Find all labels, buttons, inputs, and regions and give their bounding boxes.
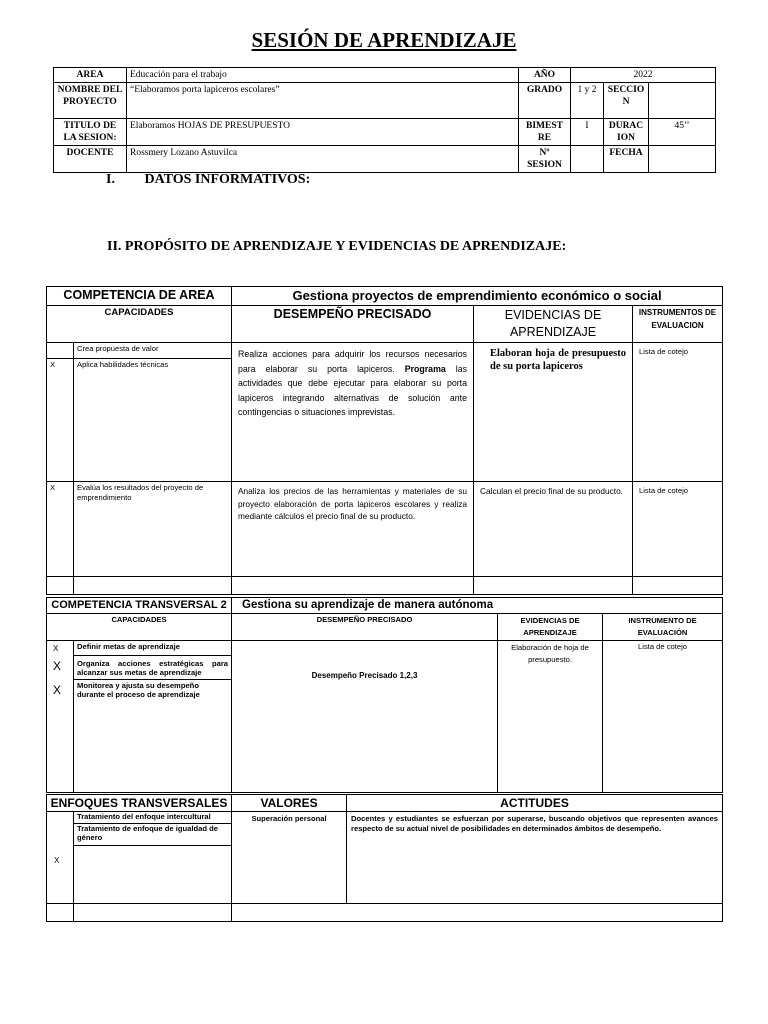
competencia-transversal-table — [46, 597, 723, 793]
row2-desempeno-b: las actividades que debe ejecutar para elaborar su porta lapiceros integrando alternativas de solución ante contingencias o situaciones imprevistas. — [238, 363, 468, 417]
row2-desempeno-a: Realiza acciones para adquirir los recursos necesarios para elaborar su porta lapiceros. — [238, 349, 468, 374]
col-capacidades: CAPACIDADES — [47, 306, 232, 343]
session-title-value: Elaboramos HOJAS DE PRESUPUESTO — [127, 119, 519, 146]
ct-mark-2: X — [53, 659, 62, 673]
competencia-area-name: Gestiona proyectos de emprendimiento económico o social — [232, 287, 723, 306]
competencia-transversal-label: COMPETENCIA TRANSVERSAL 2 — [47, 598, 232, 614]
ct-capacidad-1: Definir metas de aprendizaje — [74, 641, 231, 656]
bimester-value: I — [571, 119, 604, 146]
ct-col-capacidades: CAPACIDADES — [47, 614, 232, 641]
valor: Superación personal — [232, 812, 347, 904]
session-title-label: TITULO DE LA SESION: — [54, 119, 127, 146]
row3-instrumento: Lista de cotejo — [633, 482, 723, 577]
enfoque-mark-3: X — [54, 856, 60, 865]
year-value: 2022 — [571, 68, 716, 83]
section-value — [649, 83, 716, 119]
area-value: Educación para el trabajo — [127, 68, 519, 83]
actitud: Docentes y estudiantes se esfuerzan por superarse, buscando objetivos que representen avances respecto de su actual nivel de posibilidades en determinados ámbitos de desempeño. — [347, 812, 723, 904]
enfoque-mark-2 — [47, 832, 73, 856]
row3-evidencia: Calculan el precio final de su producto. — [474, 482, 633, 577]
header-table — [53, 67, 716, 173]
grade-value: 1 y 2 — [571, 83, 604, 119]
row2-desempeno-bold: Programa — [404, 363, 446, 374]
enfoque-name-1: Tratamiento del enfoque intercultural — [74, 812, 231, 824]
row2-capacidad: Aplica habilidades técnicas — [74, 359, 232, 482]
enfoques-label: ENFOQUES TRANSVERSALES — [47, 795, 232, 812]
empty-cell — [633, 577, 723, 595]
ct-mark-1: X — [53, 644, 59, 653]
section-label: SECCIO N — [604, 83, 649, 119]
competencia-area-table — [46, 286, 723, 595]
section2-heading: II. PROPÓSITO DE APRENDIZAJE Y EVIDENCIAS DE APRENDIZAJE: — [107, 239, 567, 254]
session-no-value — [571, 146, 604, 173]
competencia-transversal-name: Gestiona su aprendizaje de manera autónoma — [232, 598, 723, 614]
ct-capacidad-3: Monitorea y ajusta su desempeño durante el proceso de aprendizaje — [77, 680, 200, 699]
row1-mark — [47, 343, 74, 359]
teacher-label: DOCENTE — [54, 146, 127, 173]
enfoque-names — [74, 812, 232, 904]
ct-capacidades — [74, 641, 232, 793]
ct-instrumento: Lista de cotejo — [603, 641, 723, 793]
teacher-value: Rossmery Lozano Astuvilca — [127, 146, 519, 173]
col-instrumentos: INSTRUMENTOS DE EVALUACION — [633, 306, 723, 343]
ct-capacidad-2: Organiza acciones estratégicas para alcanzar sus metas de aprendizaje — [74, 656, 231, 680]
duration-label: DURAC ION — [604, 119, 649, 146]
ct-evidencia: Elaboración de hoja de presupuesto. — [498, 641, 603, 793]
col-actitudes: ACTITUDES — [347, 795, 723, 812]
ct-marks — [47, 641, 74, 793]
ct-col-desempeno: DESEMPEÑO PRECISADO — [232, 614, 498, 641]
enfoque-marks — [47, 812, 74, 904]
project-label: NOMBRE DEL PROYECTO — [54, 83, 127, 119]
ct-col-evidencias: EVIDENCIAS DE APRENDIZAJE — [498, 614, 603, 641]
row2-mark: X — [47, 359, 74, 482]
row3-desempeno: Analiza los precios de las herramientas y materiales de su proyecto elaboración de porta lapiceros escolares y realiza mediante cálculos el precio final de su producto. — [232, 482, 474, 577]
area-label: AREA — [54, 68, 127, 83]
row2-desempeno — [232, 343, 474, 482]
col-valores: VALORES — [232, 795, 347, 812]
enfoque-name-2: Tratamiento de enfoque de igualdad de género — [74, 824, 231, 846]
duration-value: 45’’ — [649, 119, 716, 146]
year-label: AÑO — [519, 68, 571, 83]
row2-instrumento: Lista de cotejo — [633, 343, 723, 482]
enfoque-mark-1 — [47, 812, 73, 832]
project-value: “Elaboramos porta lapiceros escolares” — [127, 83, 519, 119]
section1-number: I. — [106, 172, 115, 187]
empty-cell — [47, 577, 74, 595]
enfoques-table — [46, 794, 723, 922]
empty-cell — [74, 577, 232, 595]
row2-evidencia: Elaboran hoja de presupuesto de su porta lapiceros — [474, 343, 633, 482]
empty-cell — [74, 904, 232, 922]
date-label: FECHA — [604, 146, 649, 173]
empty-cell — [47, 904, 74, 922]
bimester-label: BIMEST RE — [519, 119, 571, 146]
row3-mark: X — [47, 482, 74, 577]
section1-title: DATOS INFORMATIVOS: — [144, 172, 311, 187]
competencia-area-label: COMPETENCIA DE AREA — [47, 287, 232, 306]
empty-cell — [474, 577, 633, 595]
section1-heading — [106, 172, 310, 188]
empty-cell — [232, 577, 474, 595]
empty-cell — [232, 904, 723, 922]
ct-desempeno: Desempeño Precisado 1,2,3 — [232, 641, 498, 793]
ct-col-instrumento: INSTRUMENTO DE EVALUACIÓN — [603, 614, 723, 641]
row1-capacidad: Crea propuesta de valor — [74, 343, 232, 359]
date-value — [649, 146, 716, 173]
row3-capacidad: Evalúa los resultados del proyecto de emprendimiento — [74, 482, 232, 577]
document-title: SESIÓN DE APRENDIZAJE — [251, 28, 517, 52]
session-no-label: Nº SESION — [519, 146, 571, 173]
ct-mark-3: X — [53, 683, 62, 697]
grade-label: GRADO — [519, 83, 571, 119]
col-desempeno: DESEMPEÑO PRECISADO — [232, 306, 474, 343]
col-evidencias: EVIDENCIAS DE APRENDIZAJE — [474, 306, 633, 343]
